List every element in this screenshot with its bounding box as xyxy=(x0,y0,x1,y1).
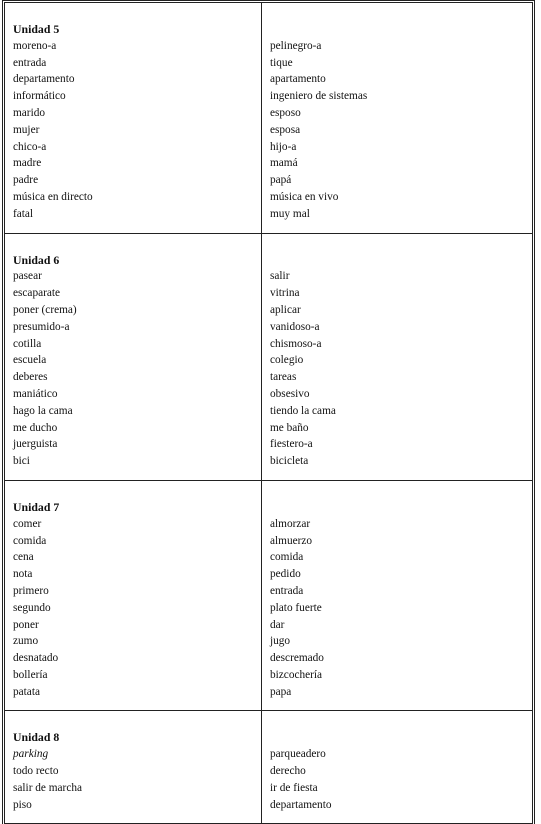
equivalent: papa xyxy=(270,685,292,698)
equivalent: ir de fiesta xyxy=(270,781,318,794)
term: primero xyxy=(13,584,49,597)
equivalent: mamá xyxy=(270,157,298,170)
term: juerguista xyxy=(13,438,58,451)
equivalent: fiestero-a xyxy=(270,438,313,451)
unit-5-right-cell xyxy=(262,3,532,233)
term: hago la cama xyxy=(13,404,73,417)
term: chico-a xyxy=(13,140,47,153)
equivalent: colegio xyxy=(270,354,304,367)
equivalent: derecho xyxy=(270,765,306,778)
term: nota xyxy=(13,568,33,581)
term: salir de marcha xyxy=(13,781,83,794)
term: comer xyxy=(13,517,42,530)
term: piso xyxy=(13,798,32,811)
equivalent: chismoso-a xyxy=(270,337,322,350)
equivalent: tique xyxy=(270,56,293,69)
unit-7-left-cell xyxy=(5,481,261,711)
term: entrada xyxy=(13,56,47,69)
term: todo recto xyxy=(13,765,59,778)
unit-row-7 xyxy=(5,480,533,711)
equivalent: dar xyxy=(270,618,285,631)
unit-row-6 xyxy=(5,233,533,480)
unit-6-right-cell xyxy=(262,234,532,480)
equivalent: vitrina xyxy=(270,287,300,300)
equivalent: pelinegro-a xyxy=(270,39,322,52)
term: maniático xyxy=(13,387,58,400)
term: moreno-a xyxy=(13,39,57,52)
equivalent: apartamento xyxy=(270,73,326,86)
term: poner xyxy=(13,618,39,631)
unit-8-right-cell xyxy=(262,711,532,823)
term: patata xyxy=(13,685,40,698)
term: parking xyxy=(13,748,49,761)
equivalent: papá xyxy=(270,174,292,187)
equivalent: salir xyxy=(270,270,290,283)
unit-row-5 xyxy=(5,3,533,234)
term: poner (crema) xyxy=(13,303,77,316)
term: pasear xyxy=(13,270,42,283)
term: zumo xyxy=(13,635,39,648)
equivalent: música en vivo xyxy=(270,190,339,203)
term: presumido-a xyxy=(13,320,70,333)
unit-title: Unidad 7 xyxy=(13,499,60,514)
term: desnatado xyxy=(13,652,59,665)
equivalent: pedido xyxy=(270,568,301,581)
term: música en directo xyxy=(13,190,93,203)
term: padre xyxy=(13,174,39,187)
vocabulary-table xyxy=(4,2,533,824)
unit-7-right-cell xyxy=(262,481,532,711)
term: marido xyxy=(13,106,45,119)
equivalent: aplicar xyxy=(270,303,301,316)
term: bollería xyxy=(13,668,48,681)
term: cena xyxy=(13,551,34,564)
term: informático xyxy=(13,90,66,103)
equivalent: hijo-a xyxy=(270,140,297,153)
term: comida xyxy=(13,534,47,547)
term: me ducho xyxy=(13,421,58,434)
equivalent: parqueadero xyxy=(270,748,326,761)
equivalent: vanidoso-a xyxy=(270,320,320,333)
equivalent: tareas xyxy=(270,371,297,384)
unit-title: Unidad 5 xyxy=(13,22,60,36)
equivalent: departamento xyxy=(270,798,332,811)
term: fatal xyxy=(13,207,34,220)
equivalent: obsesivo xyxy=(270,387,310,400)
equivalent: bicicleta xyxy=(270,455,309,468)
unit-6-left-cell xyxy=(5,234,261,480)
equivalent: esposa xyxy=(270,123,301,136)
term: mujer xyxy=(13,123,40,136)
equivalent: comida xyxy=(270,551,304,564)
equivalent: almuerzo xyxy=(270,534,313,547)
term: madre xyxy=(13,157,42,170)
equivalent: ingeniero de sistemas xyxy=(270,90,368,103)
equivalent: me baño xyxy=(270,421,309,434)
equivalent: tiendo la cama xyxy=(270,404,336,417)
equivalent: plato fuerte xyxy=(270,601,322,614)
unit-title: Unidad 8 xyxy=(13,730,60,745)
equivalent: descremado xyxy=(270,652,324,665)
unit-8-left-cell xyxy=(5,711,261,823)
term: segundo xyxy=(13,601,51,614)
equivalent: jugo xyxy=(270,635,291,648)
equivalent: almorzar xyxy=(270,517,311,530)
term: escaparate xyxy=(13,287,61,300)
term: departamento xyxy=(13,73,75,86)
equivalent: bizcochería xyxy=(270,668,323,681)
term: cotilla xyxy=(13,337,42,350)
term: escuela xyxy=(13,354,47,367)
equivalent: entrada xyxy=(270,584,304,597)
unit-row-8 xyxy=(5,711,533,824)
equivalent: muy mal xyxy=(270,207,310,220)
term: bici xyxy=(13,455,30,468)
unit-5-left-cell xyxy=(5,3,261,233)
term: deberes xyxy=(13,371,48,384)
unit-title: Unidad 6 xyxy=(13,252,60,267)
equivalent: esposo xyxy=(270,106,301,119)
